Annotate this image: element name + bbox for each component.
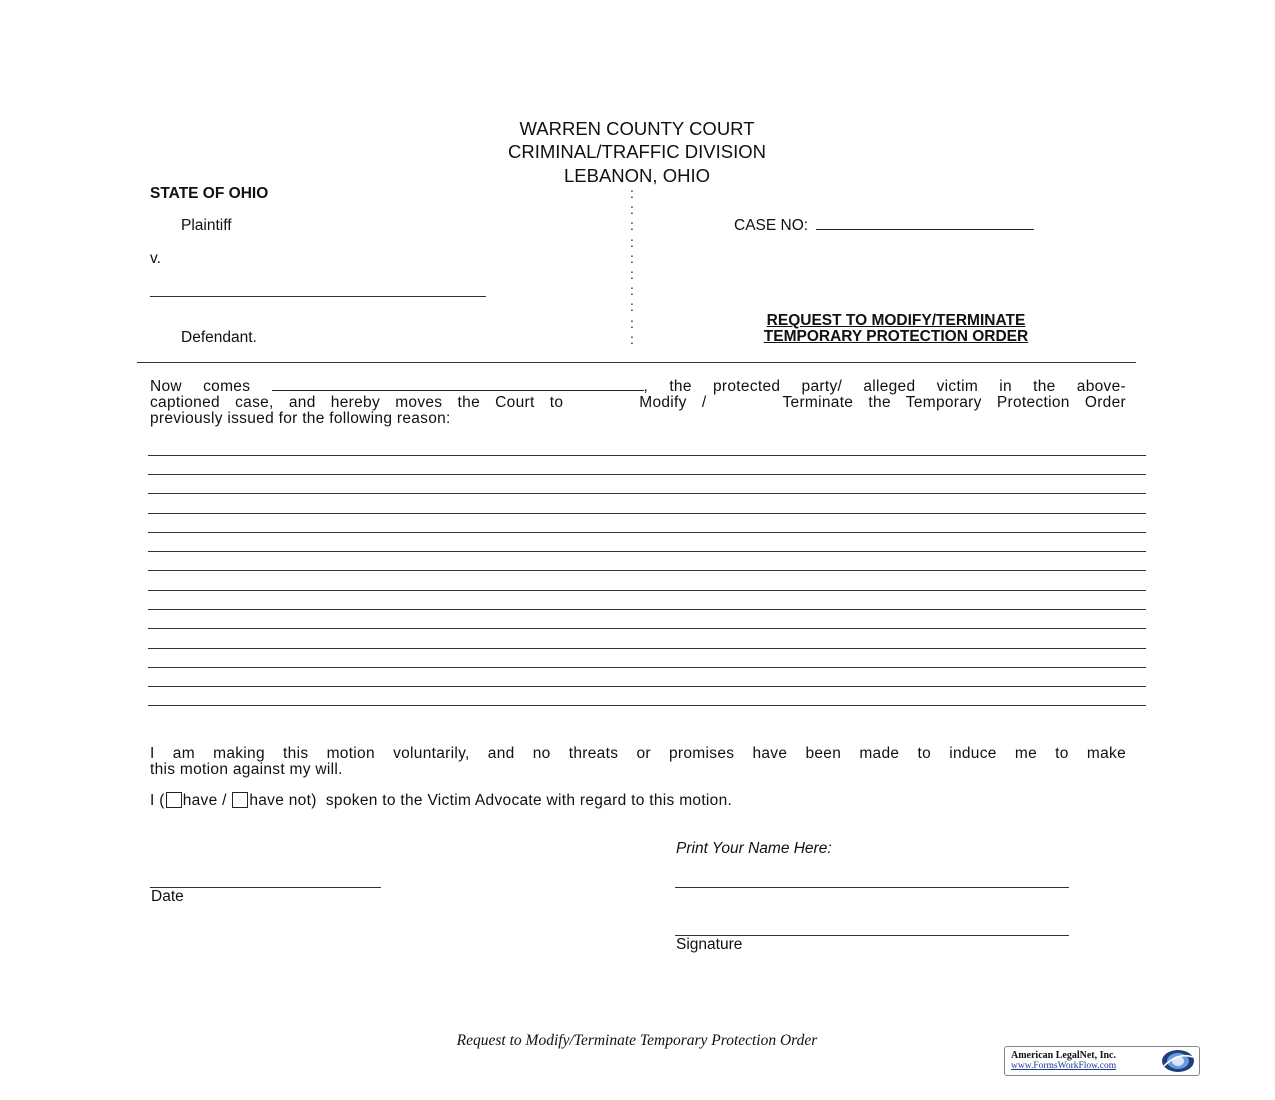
reason-line[interactable] <box>148 628 1146 629</box>
advocate-i: I ( <box>150 792 165 809</box>
court-location: LEBANON, OHIO <box>564 165 710 186</box>
defendant-label: Defendant. <box>181 329 257 346</box>
reason-line[interactable] <box>148 705 1146 706</box>
reason-line[interactable] <box>148 590 1146 591</box>
reason-line[interactable] <box>148 570 1146 571</box>
motion-line-2: captioned case, and hereby moves the Court to Modify / Terminate the Temporary Protection Order <box>150 394 1126 411</box>
reason-line[interactable] <box>148 532 1146 533</box>
voluntary-line-2: this motion against my will. <box>150 761 343 778</box>
voluntary-statement <box>150 746 1126 778</box>
reason-line[interactable] <box>148 667 1146 668</box>
reason-line[interactable] <box>148 686 1146 687</box>
motion-line-1-rest: , the protected party/ alleged victim in the above- <box>643 378 1126 395</box>
reason-line[interactable] <box>148 551 1146 552</box>
print-name-label: Print Your Name Here: <box>676 840 832 857</box>
logo-url[interactable]: www.FormsWorkFlow.com <box>1011 1061 1117 1071</box>
date-field[interactable] <box>150 887 381 888</box>
case-number <box>734 217 1034 235</box>
plaintiff-label: Plaintiff <box>181 217 232 234</box>
reason-line[interactable] <box>148 609 1146 610</box>
globe-icon <box>1160 1048 1196 1074</box>
victim-advocate-statement <box>150 792 732 810</box>
footer-title: Request to Modify/Terminate Temporary Protection Order <box>456 1032 818 1049</box>
reason-line[interactable] <box>148 648 1146 649</box>
have-not-checkbox[interactable] <box>232 792 248 808</box>
motion-line-1 <box>150 378 1126 395</box>
court-name: WARREN COUNTY COURT <box>519 118 755 139</box>
signature-label: Signature <box>676 936 743 953</box>
voluntary-line-1: I am making this motion voluntarily, and no threats or promises have been made to induce me to make <box>150 745 1126 762</box>
defendant-name-field[interactable] <box>150 296 486 297</box>
court-division: CRIMINAL/TRAFFIC DIVISION <box>508 141 766 162</box>
reason-line[interactable] <box>148 474 1146 475</box>
reason-line[interactable] <box>148 455 1146 456</box>
have-label: have / <box>182 792 227 809</box>
caption-separator <box>137 362 1136 363</box>
case-no-label: CASE NO: <box>734 217 809 234</box>
protected-party-name-field[interactable] <box>272 378 644 391</box>
reason-line[interactable] <box>148 493 1146 494</box>
now-comes-label: Now comes <box>150 378 251 395</box>
motion-line-3: previously issued for the following reason: <box>150 410 451 427</box>
american-legalnet-logo[interactable] <box>1004 1046 1200 1076</box>
caption-divider: : : : : : : : : : : <box>630 185 634 347</box>
reason-line[interactable] <box>148 513 1146 514</box>
logo-company: American LegalNet, Inc. <box>1011 1050 1116 1061</box>
print-name-field[interactable] <box>675 887 1069 888</box>
motion-paragraph <box>150 378 1126 427</box>
case-no-field[interactable] <box>816 217 1034 230</box>
versus-label: v. <box>150 250 161 267</box>
have-not-label: have not) <box>249 792 317 809</box>
document-title-line2: TEMPORARY PROTECTION ORDER <box>763 328 1029 345</box>
advocate-rest: spoken to the Victim Advocate with regard to this motion. <box>325 792 733 809</box>
have-checkbox[interactable] <box>166 792 182 808</box>
party-state: STATE OF OHIO <box>150 185 269 202</box>
date-label: Date <box>151 888 184 905</box>
document-title-line1: REQUEST TO MODIFY/TERMINATE <box>766 312 1026 329</box>
